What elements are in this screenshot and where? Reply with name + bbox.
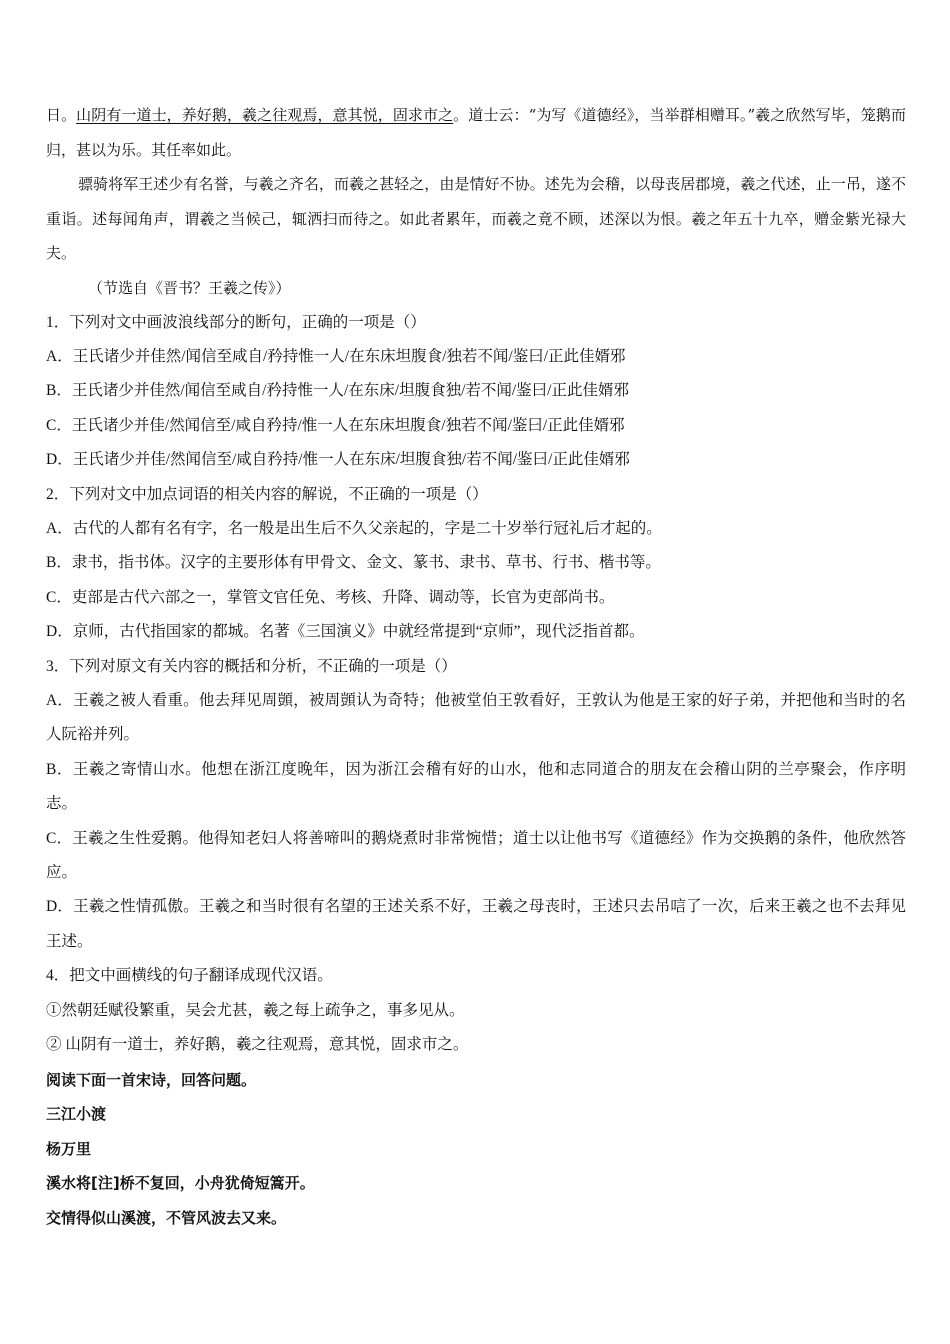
question-4 (46, 959, 906, 1062)
passage-paragraph-2: 骠骑将军王述少有名誉，与羲之齐名，而羲之甚轻之，由是情好不协。述先为会稽，以母丧居郡境，羲之代述，止一吊，遂不重诣。述每闻角声，谓羲之当候己，辄洒扫而待之。如此者累年，而羲之竟不顾，述深以为恨。羲之年五十九卒，赠金紫光禄大夫。 (46, 175, 906, 263)
poem-line-2: 交情得似山溪渡，不管风波去又来。 (46, 1208, 287, 1227)
question-2 (46, 478, 906, 650)
option-d: D．京师，古代指国家的都城。名著《三国演义》中就经常提到“京师”，现代泛指首都。 (46, 623, 645, 641)
passage-paragraph-1 (46, 98, 906, 167)
option-d: D．王羲之性情孤傲。王羲之和当时很有名望的王述关系不好，王羲之母丧时，王述只去吊唁了一次，后来王羲之也不去拜见王述。 (46, 898, 906, 950)
option-d: D．王氏诸少并佳/然闻信至/咸自矜持/惟一人在东床/坦腹食独/若不闻/鉴曰/正此佳婿邪 (46, 451, 630, 469)
option-c: C．王氏诸少并佳/然闻信至/咸自矜持/惟一人在东床坦腹食/独若不闻/鉴曰/正此佳婿邪 (46, 416, 625, 434)
poem-title: 三江小渡 (46, 1105, 107, 1124)
option-c: C．吏部是古代六部之一，掌管文官任免、考核、升降、调动等，长官为吏部尚书。 (46, 588, 615, 606)
option-b: B．隶书，指书体。汉字的主要形体有甲骨文、金文、篆书、隶书、草书、行书、楷书等。 (46, 554, 661, 572)
poem-line-1: 溪水将[注]桥不复回，小舟犹倚短篙开。 (46, 1174, 315, 1193)
poem-instruction: 阅读下面一首宋诗，回答问题。 (46, 1070, 257, 1089)
question-1 (46, 306, 906, 478)
question-stem: 3．下列对原文有关内容的概括和分析，不正确的一项是（） (46, 657, 457, 675)
poem-section (46, 1063, 906, 1236)
passage-p1-rest: 。道士云：“为写《道德经》，当举群相赠耳。”羲之欣然写毕，笼鹅而归，甚以为乐。其任率如此。 (46, 106, 906, 159)
passage-source: （节选自《晋书？王羲之传》） (88, 278, 291, 297)
question-stem: 1．下列对文中画波浪线部分的断句，正确的一项是（） (46, 313, 426, 331)
option-a: A．古代的人都有名有字，名一般是出生后不久父亲起的，字是二十岁举行冠礼后才起的。 (46, 520, 662, 537)
option-c: C．王羲之生性爱鹅。他得知老妇人将善啼叫的鹅烧煮时非常惋惜；道士以让他书写《道德经》作为交换鹅的条件，他欣然答应。 (46, 829, 906, 882)
option-a: A．王羲之被人看重。他去拜见周顗，被周顗认为奇特；他被堂伯王敦看好，王敦认为他是王家的好子弟，并把他和当时的名人阮裕并列。 (46, 692, 906, 744)
question-stem: 2．下列对文中加点词语的相关内容的解说，不正确的一项是（） (46, 485, 488, 503)
option-b: B．王羲之寄情山水。他想在浙江度晚年，因为浙江会稽有好的山水，他和志同道合的朋友在会稽山阴的兰亭聚会，作序明志。 (46, 760, 906, 813)
option-a: A．王氏诸少并佳然/闻信至咸自/矜持惟一人/在东床坦腹食/独若不闻/鉴曰/正此佳婿邪 (46, 347, 626, 365)
poem-author: 杨万里 (46, 1139, 92, 1158)
option-b: B．王氏诸少并佳然/闻信至咸自/矜持惟一人/在东床/坦腹食独/若不闻/鉴曰/正此佳婿邪 (46, 382, 629, 400)
question-3 (46, 650, 906, 960)
translation-item-1: ①然朝廷赋役繁重，吴会尤甚，羲之每上疏争之，事多见从。 (46, 1001, 465, 1019)
translation-item-2: ② 山阴有一道士，养好鹅，羲之往观焉，意其悦，固求市之。 (46, 1036, 469, 1054)
underlined-sentence: 山阴有一道士，养好鹅，羲之往观焉，意其悦，固求市之 (76, 106, 454, 124)
passage-p1-start: 日。 (46, 106, 77, 124)
question-stem: 4．把文中画横线的句子翻译成现代汉语。 (46, 967, 333, 985)
